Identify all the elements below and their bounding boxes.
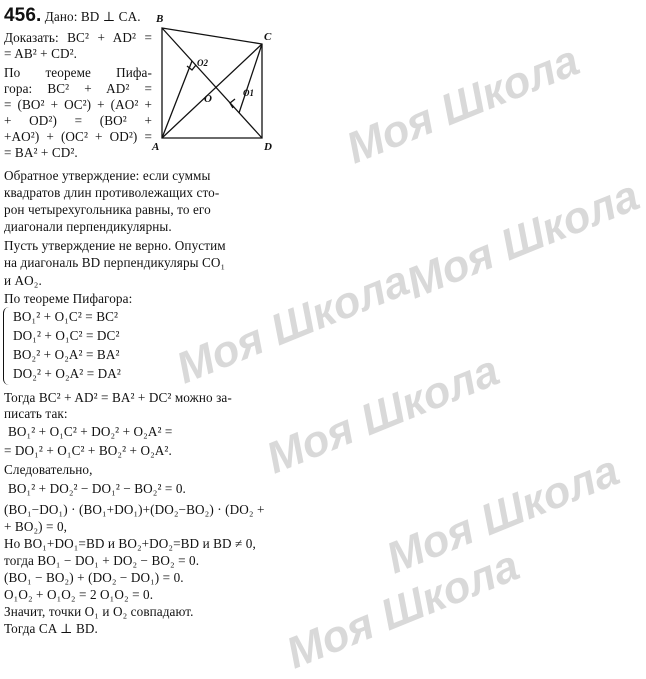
label-c: C bbox=[264, 31, 272, 43]
assume-line: на диагональ BD перпендикуляры CO₁ bbox=[4, 255, 226, 270]
problem-header bbox=[4, 5, 141, 26]
watermark: Моя Школа bbox=[279, 540, 526, 679]
derivation-line: Тогда CA ⊥ BD. bbox=[4, 621, 98, 636]
watermark: Моя Школа bbox=[339, 35, 586, 174]
diagonal-bd bbox=[162, 28, 262, 138]
derivation-line: Значит, точки O₁ и O₂ совпадают. bbox=[4, 604, 194, 619]
converse-line: диагонали перпендикулярны. bbox=[4, 219, 172, 234]
prove-line: Доказать: BC² + AD² = bbox=[4, 30, 152, 45]
label-d: D bbox=[264, 141, 272, 153]
label-o1: O1 bbox=[243, 88, 254, 98]
derivation-line: (BO₁ − BO₂) + (DO₂ − DO₁) = 0. bbox=[4, 570, 184, 585]
given-text: Дано: BD ⊥ CA. bbox=[44, 9, 141, 24]
system-equation: BO₁² + O₁C² = BC² bbox=[13, 309, 119, 324]
label-a: A bbox=[152, 141, 160, 153]
watermark: Моя Школа bbox=[379, 445, 626, 584]
watermark: Моя Школа bbox=[399, 170, 646, 309]
label-o: O bbox=[204, 93, 212, 105]
derivation-line: BO₁² + DO₂² − DO₁² − BO₂² = 0. bbox=[8, 481, 186, 496]
converse-line: квадратов длин противолежащих сто- bbox=[4, 185, 220, 200]
assume-line: и AO₂. bbox=[4, 273, 42, 288]
derivation-line: O₁O₂ + O₁O₂ = 2 O₁O₂ = 0. bbox=[4, 587, 154, 602]
derivation-line: Но BO₁+DO₁=BD и BO₂+DO₂=BD и BD ≠ 0, bbox=[4, 536, 256, 551]
derivation-line: писать так: bbox=[4, 406, 68, 421]
label-o2: O2 bbox=[197, 58, 208, 68]
derivation-line: = DO₁² + O₁C² + BO₂² + O₂A². bbox=[4, 443, 172, 458]
derivation-line: тогда BO₁ − DO₁ + DO₂ − BO₂ = 0. bbox=[4, 553, 200, 568]
system-brace bbox=[3, 307, 12, 385]
proof-line: гора: BC² + AD² = bbox=[4, 81, 152, 96]
prove-line: = AB² + CD². bbox=[4, 46, 78, 61]
proof-line: + OD²) = (BO² + bbox=[4, 113, 152, 128]
converse-line: Обратное утверждение: если суммы bbox=[4, 168, 211, 183]
problem-number: 456. bbox=[4, 5, 42, 26]
derivation-line: + BO₂) = 0, bbox=[4, 519, 68, 534]
perpendicular-ao2 bbox=[162, 61, 192, 138]
system-title: По теореме Пифагора: bbox=[4, 291, 133, 306]
label-b: B bbox=[156, 13, 164, 25]
derivation-line: BO₁² + O₁C² + DO₂² + O₂A² = bbox=[8, 424, 173, 439]
system-equation: DO₁² + O₁C² = DC² bbox=[13, 328, 120, 343]
quadrilateral-figure bbox=[150, 10, 280, 152]
derivation-line: Тогда BC² + AD² = BA² + DC² можно за- bbox=[4, 390, 232, 405]
derivation-line: Следовательно, bbox=[4, 462, 93, 477]
assume-line: Пусть утверждение не верно. Опустим bbox=[4, 238, 226, 253]
system-equation: BO₂² + O₂A² = BA² bbox=[13, 347, 120, 362]
watermark: Моя Школа bbox=[259, 345, 506, 484]
watermark: Моя Школа bbox=[169, 255, 416, 394]
proof-line: По теореме Пифа- bbox=[4, 65, 152, 80]
proof-line: +AO²) + (OC² + OD²) = bbox=[4, 129, 152, 144]
converse-line: рон четырехугольника равны, то его bbox=[4, 202, 211, 217]
derivation-line: (BO₁−DO₁) · (BO₁+DO₁)+(DO₂−BO₂) · (DO₂ + bbox=[4, 502, 265, 517]
system-equation: DO₂² + O₂A² = DA² bbox=[13, 366, 121, 381]
proof-line: = (BO² + OC²) + (AO² + bbox=[4, 97, 152, 112]
proof-line: = BA² + CD². bbox=[4, 145, 78, 160]
